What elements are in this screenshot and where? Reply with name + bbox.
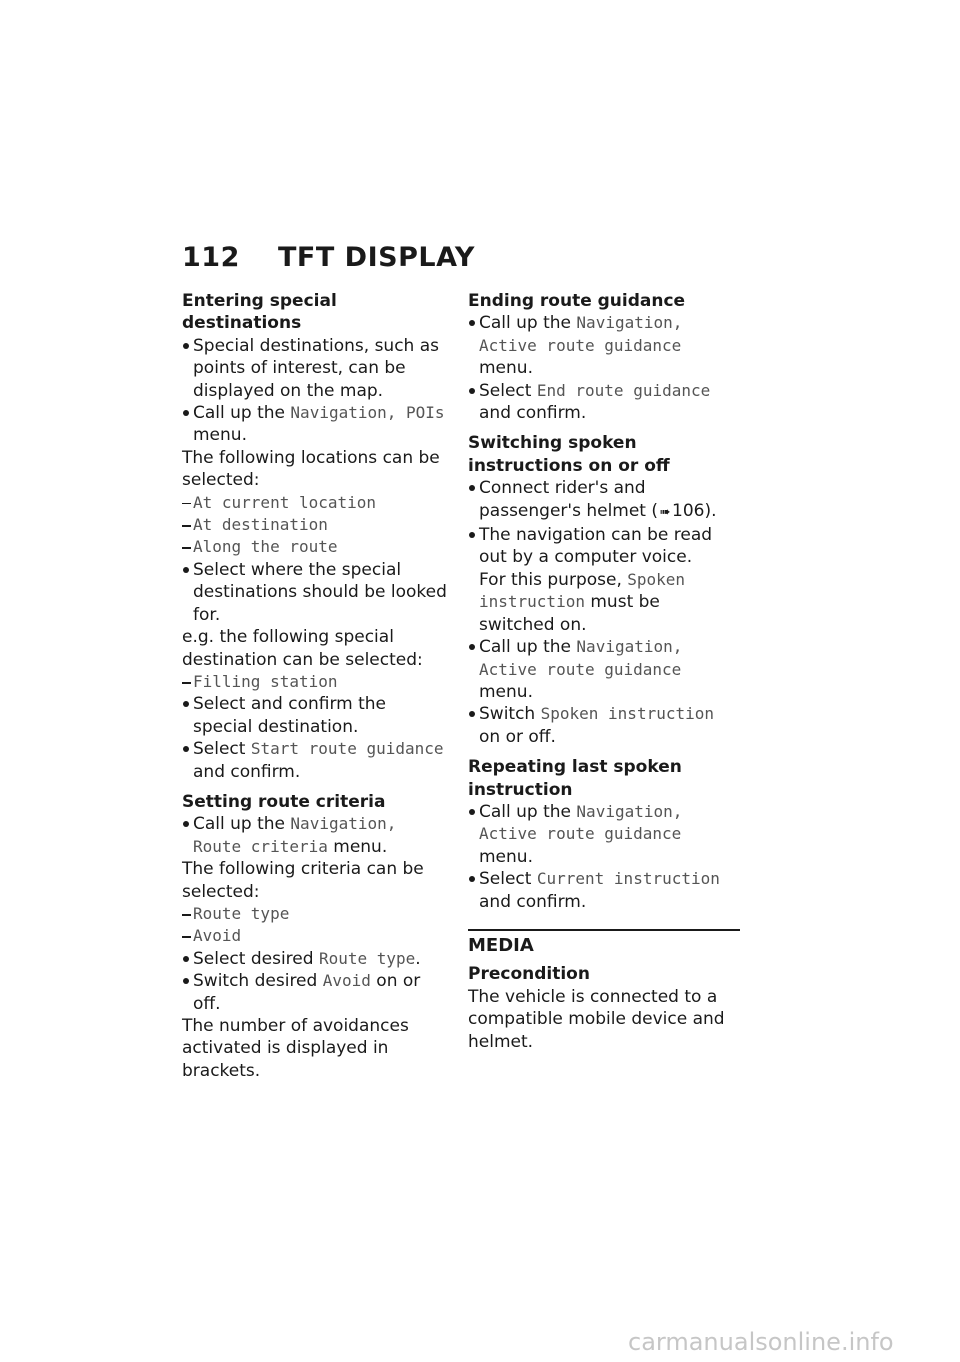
bullet-item: Call up the Navigation, Route criteria menu.	[182, 813, 450, 858]
menu-path: Navigation, POIs	[290, 403, 445, 423]
paragraph: e.g. the following special destination can be selected:	[182, 627, 423, 670]
heading-spoken-instructions: Switching spoken instructions on or off	[468, 433, 670, 476]
bullet-item: Switch desired Avoid on or off.	[182, 970, 450, 1015]
heading-route-criteria: Setting route criteria	[182, 791, 386, 812]
bullet-item: Call up the Navigation, Active route guidance menu.	[468, 312, 740, 379]
heading-repeat-instruction: Repeating last spoken instruction	[468, 757, 682, 800]
menu-option: Route type	[318, 948, 416, 968]
menu-path: Navigation, Route criteria	[193, 814, 397, 856]
menu-option: Current instruction	[536, 869, 720, 889]
paragraph: The vehicle is connected to a compatible mobile device and helmet.	[468, 986, 725, 1052]
section-title-media: MEDIA	[468, 934, 534, 956]
menu-option: End route guidance	[536, 380, 711, 400]
bullet-item: Connect rider's and passenger's helmet ( ➠106).	[468, 477, 740, 524]
bullet-item: Select Current instruction and confirm.	[468, 868, 740, 913]
menu-option: Spoken instruction	[479, 569, 686, 612]
menu-option: Avoid	[322, 971, 371, 991]
dash-item: At current location	[182, 492, 450, 514]
heading-ending-route: Ending route guidance	[468, 291, 686, 311]
dash-item: At destination	[182, 514, 450, 536]
paragraph: The following criteria can be selected:	[182, 859, 424, 902]
left-column	[182, 290, 450, 1082]
paragraph: The number of avoidances activated is displayed in brackets.	[182, 1016, 409, 1081]
dash-item: Avoid	[182, 925, 450, 947]
menu-path: Navigation, Active route guidance	[479, 313, 683, 355]
bullet-item: Select and confirm the special destination.	[182, 693, 450, 738]
bullet-item: Select End route guidance and confirm.	[468, 380, 740, 425]
page-header	[182, 242, 475, 273]
watermark: carmanualsonline.info	[628, 1328, 894, 1356]
bullet-item: Call up the Navigation, Active route guidance menu.	[468, 636, 740, 703]
bullet-item: The navigation can be read out by a computer voice. For this purpose, Spoken instruction must be switched on.	[468, 524, 740, 636]
menu-option: Start route guidance	[250, 739, 444, 759]
menu-path: Navigation, Active route guidance	[479, 801, 683, 844]
bullet-item: Call up the Navigation, POIs menu.	[182, 402, 450, 447]
bullet-item: Select where the special destinations should be looked for.	[182, 559, 450, 626]
bullet-item: Select desired Route type.	[182, 948, 450, 970]
heading-special-destinations: Entering special destinations	[182, 291, 337, 334]
bullet-item: Switch Spoken instruction on or off.	[468, 703, 740, 748]
bullet-item: Select Start route guidance and confirm.	[182, 738, 450, 783]
heading-precondition: Precondition	[468, 964, 590, 985]
dash-item: Along the route	[182, 536, 450, 558]
menu-option: Spoken instruction	[540, 704, 714, 724]
dash-item: Filling station	[182, 671, 450, 693]
page-number: 112	[182, 242, 240, 273]
bullet-item: Call up the Navigation, Active route guidance menu.	[468, 801, 740, 868]
right-column	[468, 290, 740, 1053]
menu-path: Navigation, Active route guidance	[479, 637, 683, 679]
paragraph: The following locations can be selected:	[182, 447, 440, 491]
dash-item: Route type	[182, 903, 450, 925]
page-reference-arrow-icon: ➠	[659, 504, 671, 520]
section-divider	[468, 929, 740, 931]
chapter-title: TFT DISPLAY	[278, 242, 475, 273]
bullet-item: Special destinations, such as points of interest, can be displayed on the map.	[182, 335, 450, 402]
